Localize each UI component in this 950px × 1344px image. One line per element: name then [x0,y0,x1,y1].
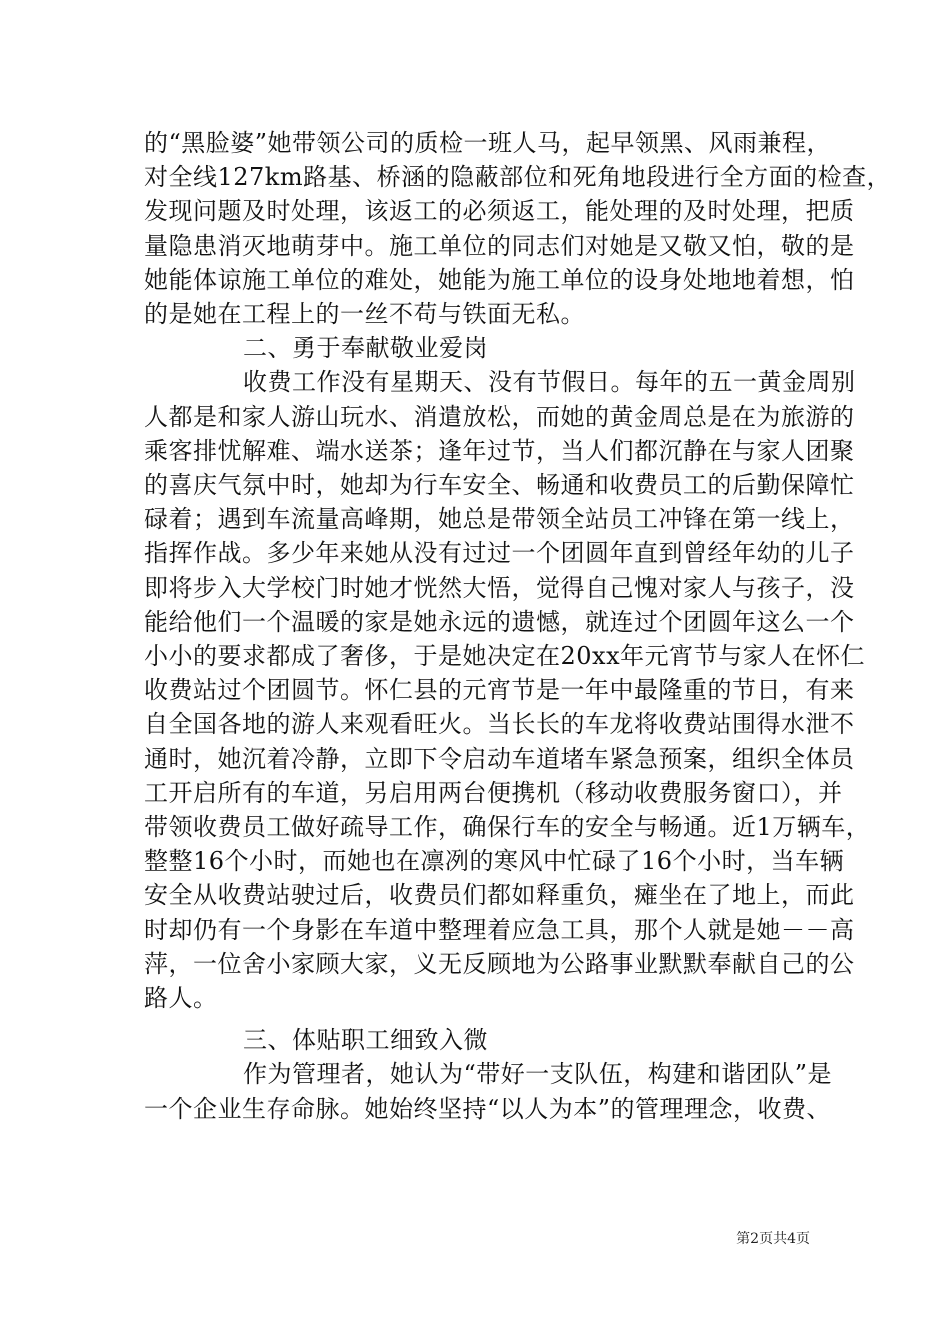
text-line: 安全从收费站驶过后，收费员们都如释重负，瘫坐在了地上，而此 [144,881,855,909]
text-line: 的“黑脸婆”她带领公司的质检一班人马，起早领黑、风雨兼程， [144,129,832,157]
text-line: 作为管理者，她认为“带好一支队伍，构建和谐团队”是 [243,1060,833,1088]
text-line: 路人。 [144,984,218,1012]
text-line: 对全线127km路基、桥涵的隐蔽部位和死角地段进行全方面的检查， [144,163,892,191]
section-heading: 三、体贴职工细致入微 [243,1026,488,1054]
text-line: 能给他们一个温暖的家是她永远的遗憾，就连过个团圆年这么一个 [144,608,855,636]
text-line: 收费站过个团圆节。怀仁县的元宵节是一年中最隆重的节日，有来 [144,676,855,704]
text-line: 通时，她沉着冷静，立即下令启动车道堵车紧急预案，组织全体员 [144,745,855,773]
text-line: 指挥作战。多少年来她从没有过过一个团圆年直到曾经年幼的儿子 [144,539,855,567]
text-line: 乘客排忧解难、端水送茶；逢年过节，当人们都沉静在与家人团聚 [144,437,855,465]
text-line: 收费工作没有星期天、没有节假日。每年的五一黄金周别 [243,368,856,396]
text-line: 小小的要求都成了奢侈，于是她决定在20xx年元宵节与家人在怀仁 [144,642,866,670]
text-line: 量隐患消灭地萌芽中。施工单位的同志们对她是又敬又怕，敬的是 [144,232,855,260]
text-line: 的是她在工程上的一丝不苟与铁面无私。 [144,300,585,328]
text-line: 整整16个小时，而她也在凛冽的寒风中忙碌了16个小时，当车辆 [144,847,845,875]
text-line: 即将步入大学校门时她才恍然大悟，觉得自己愧对家人与孩子，没 [144,574,855,602]
text-line: 一个企业生存命脉。她始终坚持“以人为本”的管理理念，收费、 [144,1095,832,1123]
text-line: 碌着；遇到车流量高峰期，她总是带领全站员工冲锋在第一线上， [144,505,855,533]
text-line: 她能体谅施工单位的难处，她能为施工单位的设身处地地着想，怕 [144,266,855,294]
section-heading: 二、勇于奉献敬业爱岗 [243,334,488,362]
page-number: 第2页共4页 [736,1231,810,1247]
text-line: 自全国各地的游人来观看旺火。当长长的车龙将收费站围得水泄不 [144,710,855,738]
text-line: 的喜庆气氛中时，她却为行车安全、畅通和收费员工的后勤保障忙 [144,471,855,499]
text-line: 萍，一位舍小家顾大家，义无反顾地为公路事业默默奉献自己的公 [144,950,855,978]
text-line: 带领收费员工做好疏导工作，确保行车的安全与畅通。近1万辆车， [144,813,871,841]
text-line: 人都是和家人游山玩水、消遣放松，而她的黄金周总是在为旅游的 [144,403,855,431]
text-line: 工开启所有的车道，另启用两台便携机（移动收费服务窗口），并 [144,779,843,807]
text-line: 发现问题及时处理，该返工的必须返工，能处理的及时处理，把质 [144,197,855,225]
text-line: 时却仍有一个身影在车道中整理着应急工具，那个人就是她－－高 [144,916,855,944]
